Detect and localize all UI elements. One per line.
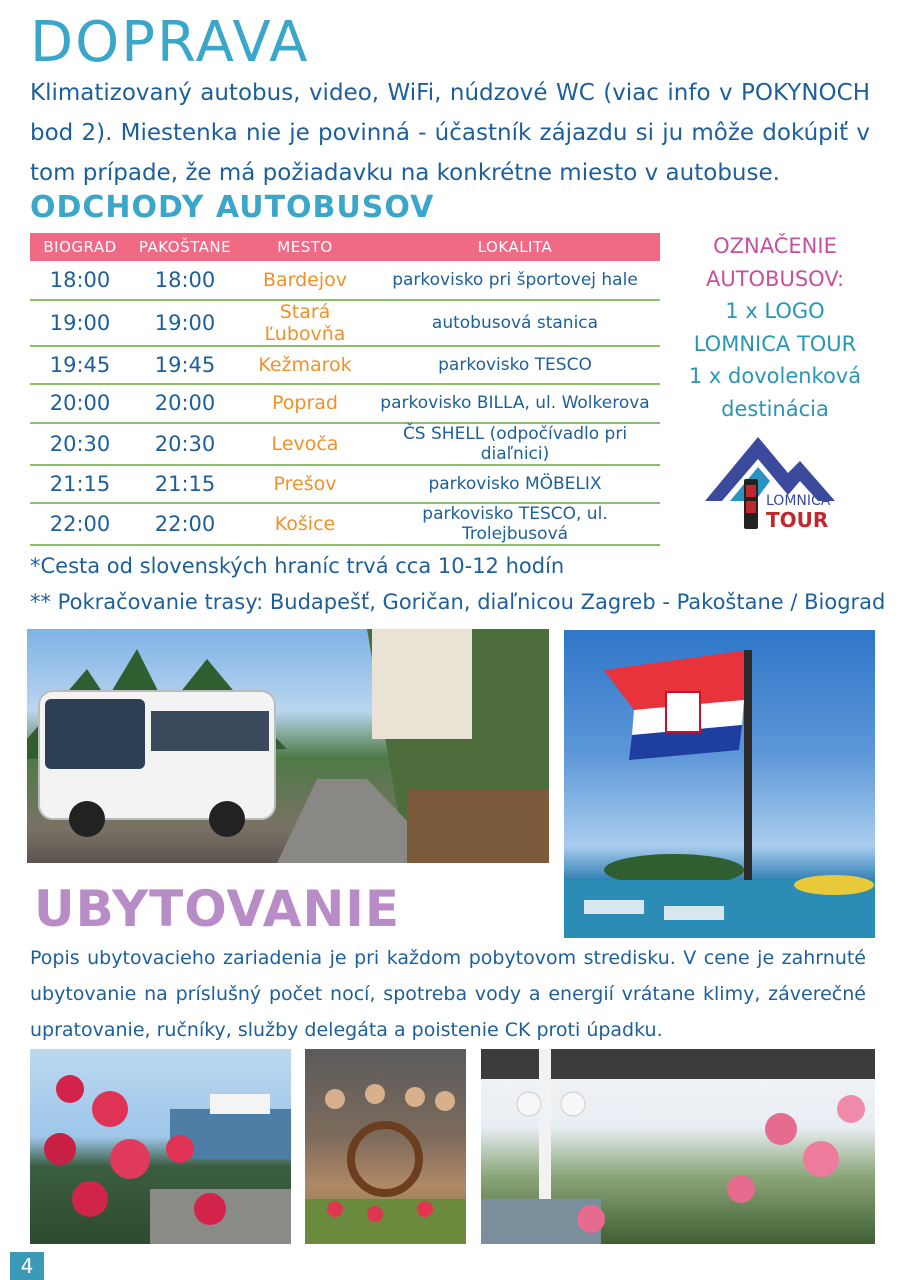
group-photo [305, 1049, 466, 1244]
time-pakostane: 20:00 [130, 384, 240, 423]
page-number: 4 [10, 1252, 44, 1280]
time-biograd: 18:00 [30, 261, 130, 300]
flower-harbour-photo [30, 1049, 291, 1244]
time-biograd: 20:00 [30, 384, 130, 423]
table-row [30, 384, 660, 423]
table-row [30, 423, 660, 465]
time-pakostane: 20:30 [130, 423, 240, 465]
table-row [30, 503, 660, 545]
time-biograd: 20:30 [30, 423, 130, 465]
transport-description: Klimatizovaný autobus, video, WiFi, núdzové WC (viac info v POKYNOCH bod 2). Miestenka nie je povinná - účastník zájazdu si ju môže dokúpiť v tom prípade, že má požiadavku na konkrétne miesto v autobuse. [30, 80, 870, 186]
col-mesto: MESTO [240, 233, 370, 261]
time-pakostane: 19:45 [130, 346, 240, 385]
sign-title-line1: OZNAČENIE [713, 234, 837, 258]
accommodation-heading: UBYTOVANIE [34, 880, 401, 938]
logo-word-lomnica: LOMNICA [766, 493, 831, 509]
city: Stará Ľubovňa [240, 300, 370, 346]
time-pakostane: 22:00 [130, 503, 240, 545]
accommodation-description: Popis ubytovacieho zariadenia je pri každom pobytovom stredisku. V cene je zahrnuté ubytovanie na príslušný počet nocí, spotreba vody a energií vrátane klimy, záverečné upratovanie, ručníky, služby delegáta a poistenie CK proti úpadku. [30, 947, 866, 1041]
sign-line4: destinácia [721, 396, 829, 421]
location: parkovisko MÖBELIX [370, 465, 660, 504]
departures-heading: ODCHODY AUTOBUSOV [30, 190, 435, 225]
city: Poprad [240, 384, 370, 423]
sign-line1: 1 x LOGO [725, 299, 825, 323]
bus-photo [27, 629, 549, 863]
time-biograd: 22:00 [30, 503, 130, 545]
time-biograd: 19:00 [30, 300, 130, 346]
croatian-flag-photo [564, 630, 875, 938]
city: Kežmarok [240, 346, 370, 385]
note-travel-time: *Cesta od slovenských hraníc trvá cca 10-12 hodín [30, 554, 565, 578]
time-biograd: 21:15 [30, 465, 130, 504]
table-header-row [30, 233, 660, 261]
departures-table [30, 233, 660, 546]
col-pakostane: PAKOŠTANE [130, 233, 240, 261]
page-title: DOPRAVA [30, 10, 310, 75]
city: Levoča [240, 423, 370, 465]
location: autobusová stanica [370, 300, 660, 346]
city: Košice [240, 503, 370, 545]
location: parkovisko TESCO, ul. Trolejbusová [370, 503, 660, 545]
sign-title-line2: AUTOBUSOV: [705, 266, 845, 291]
table-row [30, 261, 660, 300]
note-route: ** Pokračovanie trasy: Budapešť, Goričan, diaľnicou Zagreb - Pakoštane / Biograd [30, 590, 886, 614]
city: Bardejov [240, 261, 370, 300]
logo-word-tour: TOUR [766, 508, 829, 532]
col-lokalita: LOKALITA [370, 233, 660, 261]
time-biograd: 19:45 [30, 346, 130, 385]
location: parkovisko BILLA, ul. Wolkerova [370, 384, 660, 423]
time-pakostane: 21:15 [130, 465, 240, 504]
oleander-photo [481, 1049, 875, 1244]
table-row [30, 300, 660, 346]
sign-line2: LOMNICA TOUR [693, 331, 857, 356]
location: parkovisko TESCO [370, 346, 660, 385]
location: parkovisko pri športovej hale [370, 261, 660, 300]
time-pakostane: 19:00 [130, 300, 240, 346]
location: ČS SHELL (odpočívadlo pri diaľnici) [370, 423, 660, 465]
sign-line3: 1 x dovolenková [688, 364, 862, 388]
col-biograd: BIOGRAD [30, 233, 130, 261]
table-row [30, 465, 660, 504]
time-pakostane: 18:00 [130, 261, 240, 300]
city: Prešov [240, 465, 370, 504]
table-row [30, 346, 660, 385]
bus-sign-info [680, 230, 870, 425]
lomnica-tour-logo [700, 425, 860, 533]
